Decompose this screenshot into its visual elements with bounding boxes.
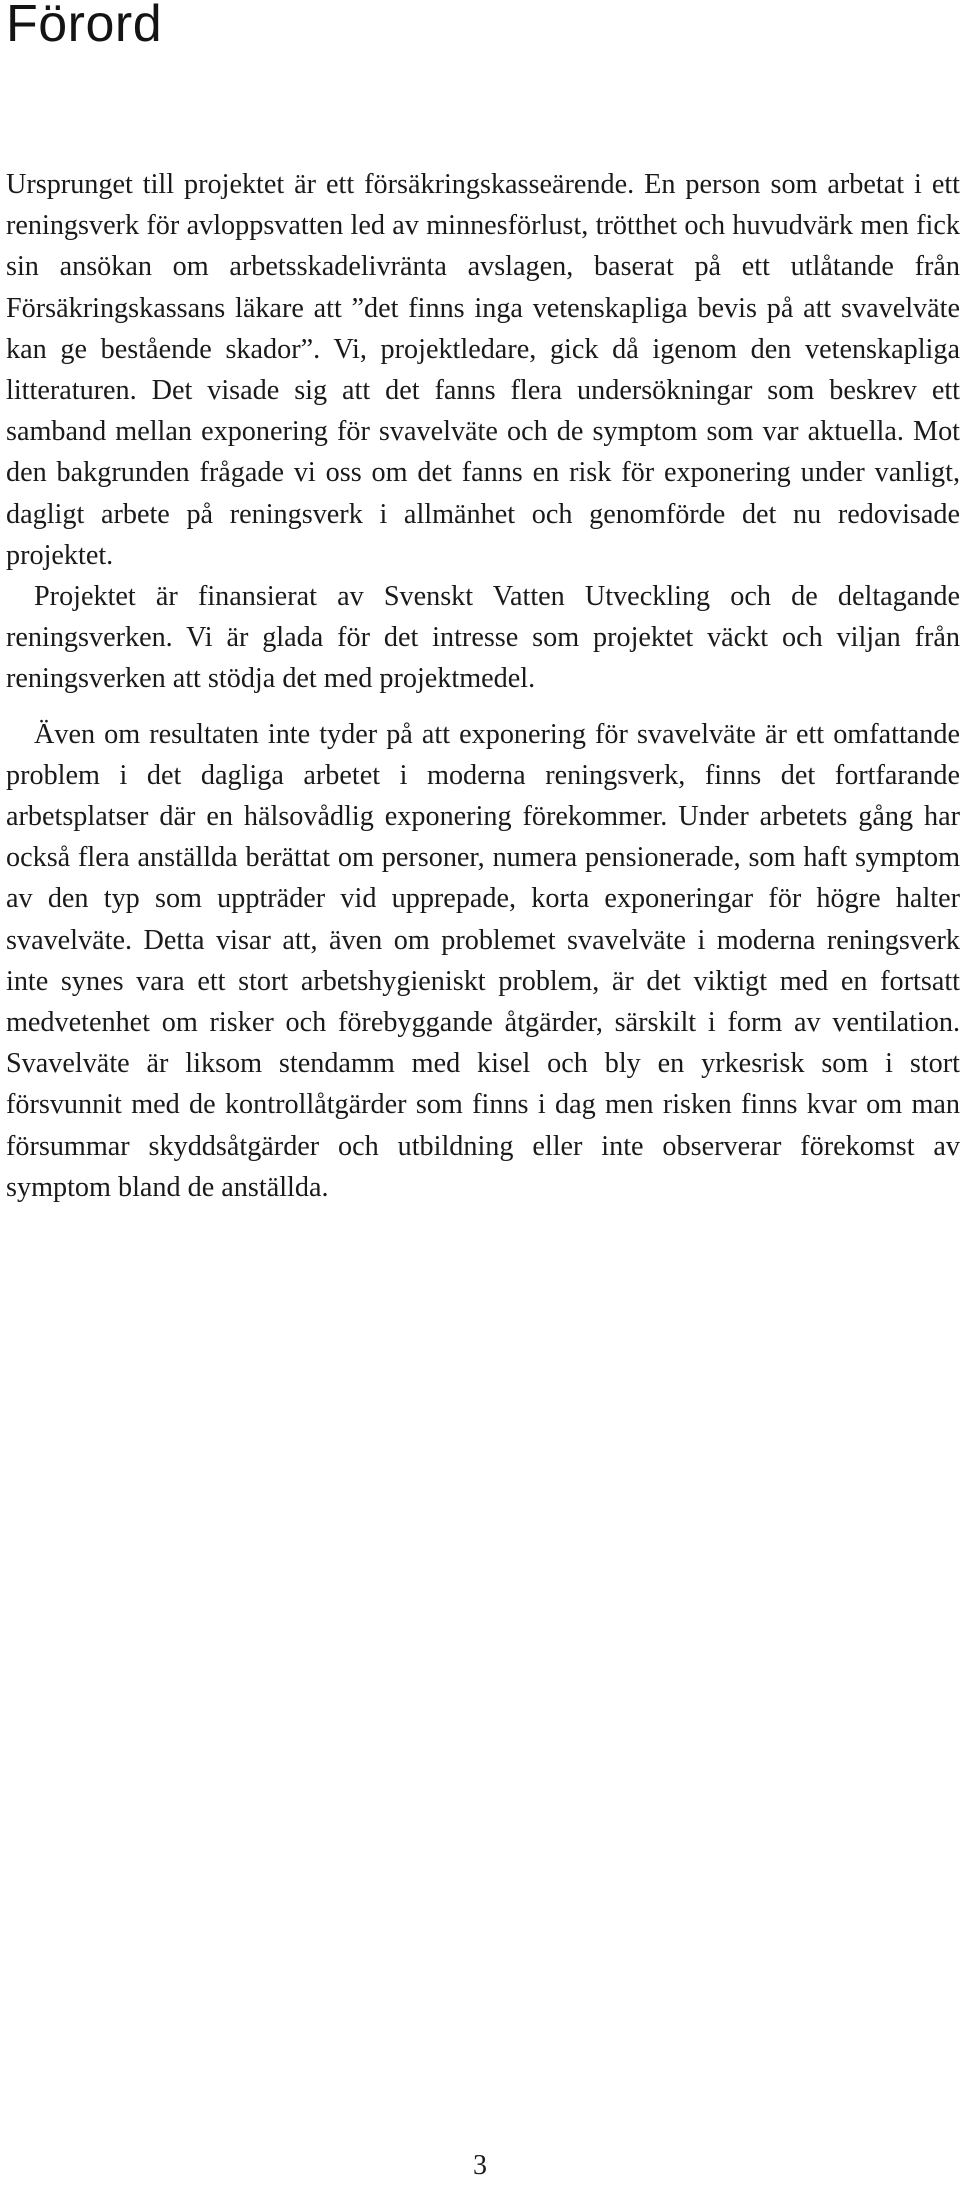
paragraph-conclusion: Även om resultaten inte tyder på att exponering för svavelväte är ett omfattande problem i det dagliga arbetet i moderna reningsverk, finns det fortfarande arbetsplatser där en hälsovådlig exponering förekommer. Under arbetets gång har också flera anställda berättat om personer, numera pensionerade, som haft symptom av den typ som uppträder vid upprepade, korta exponeringar för högre halter svavelväte. Detta visar att, även om problemet svavelväte i moderna reningsverk inte synes vara ett stort arbetshygieniskt problem, är det viktigt med en fortsatt medvetenhet om risker och förebyggande åtgärder, särskilt i form av ventilation. Svavelväte är liksom stendamm med kisel och bly en yrkesrisk som i stort försvunnit med de kontrollåtgärder som finns i dag men risken finns kvar om man försummar skyddsåtgärder och utbildning eller inte observerar förekomst av symptom bland de anställda. [6,718,960,1203]
paragraph-funding: Projektet är finansierat av Svenskt Vatten Utveckling och de deltagande reningsverken. Vi är glada för det intresse som projektet väckt och viljan från reningsverken att stödja det med projektmedel. [6,581,960,695]
page-title: Förord [6,0,163,53]
paragraph-origin: Ursprunget till projektet är ett försäkringskasseärende. En person som arbetat i ett reningsverk för avloppsvatten led av minnesförlust, trötthet och huvudvärk men fick sin ansökan om arbetsskadelivränta avslagen, baserat på ett utlåtande från Försäkringskassans läkare att ”det finns inga vetenskapliga bevis på att svavelväte kan ge bestående skador”. Vi, projektledare, gick då igenom den vetenskapliga litteraturen. Det visade sig att det fanns flera undersökningar som beskrev ett samband mellan exponering för svavelväte och de symptom som var aktuella. Mot den bakgrunden frågade vi oss om det fanns en risk för exponering under vanligt, dagligt arbete på reningsverk i allmänhet och genomförde det nu redovisade projektet. [6,169,960,571]
body-text [6,164,960,1208]
page-number: 3 [473,2150,487,2181]
